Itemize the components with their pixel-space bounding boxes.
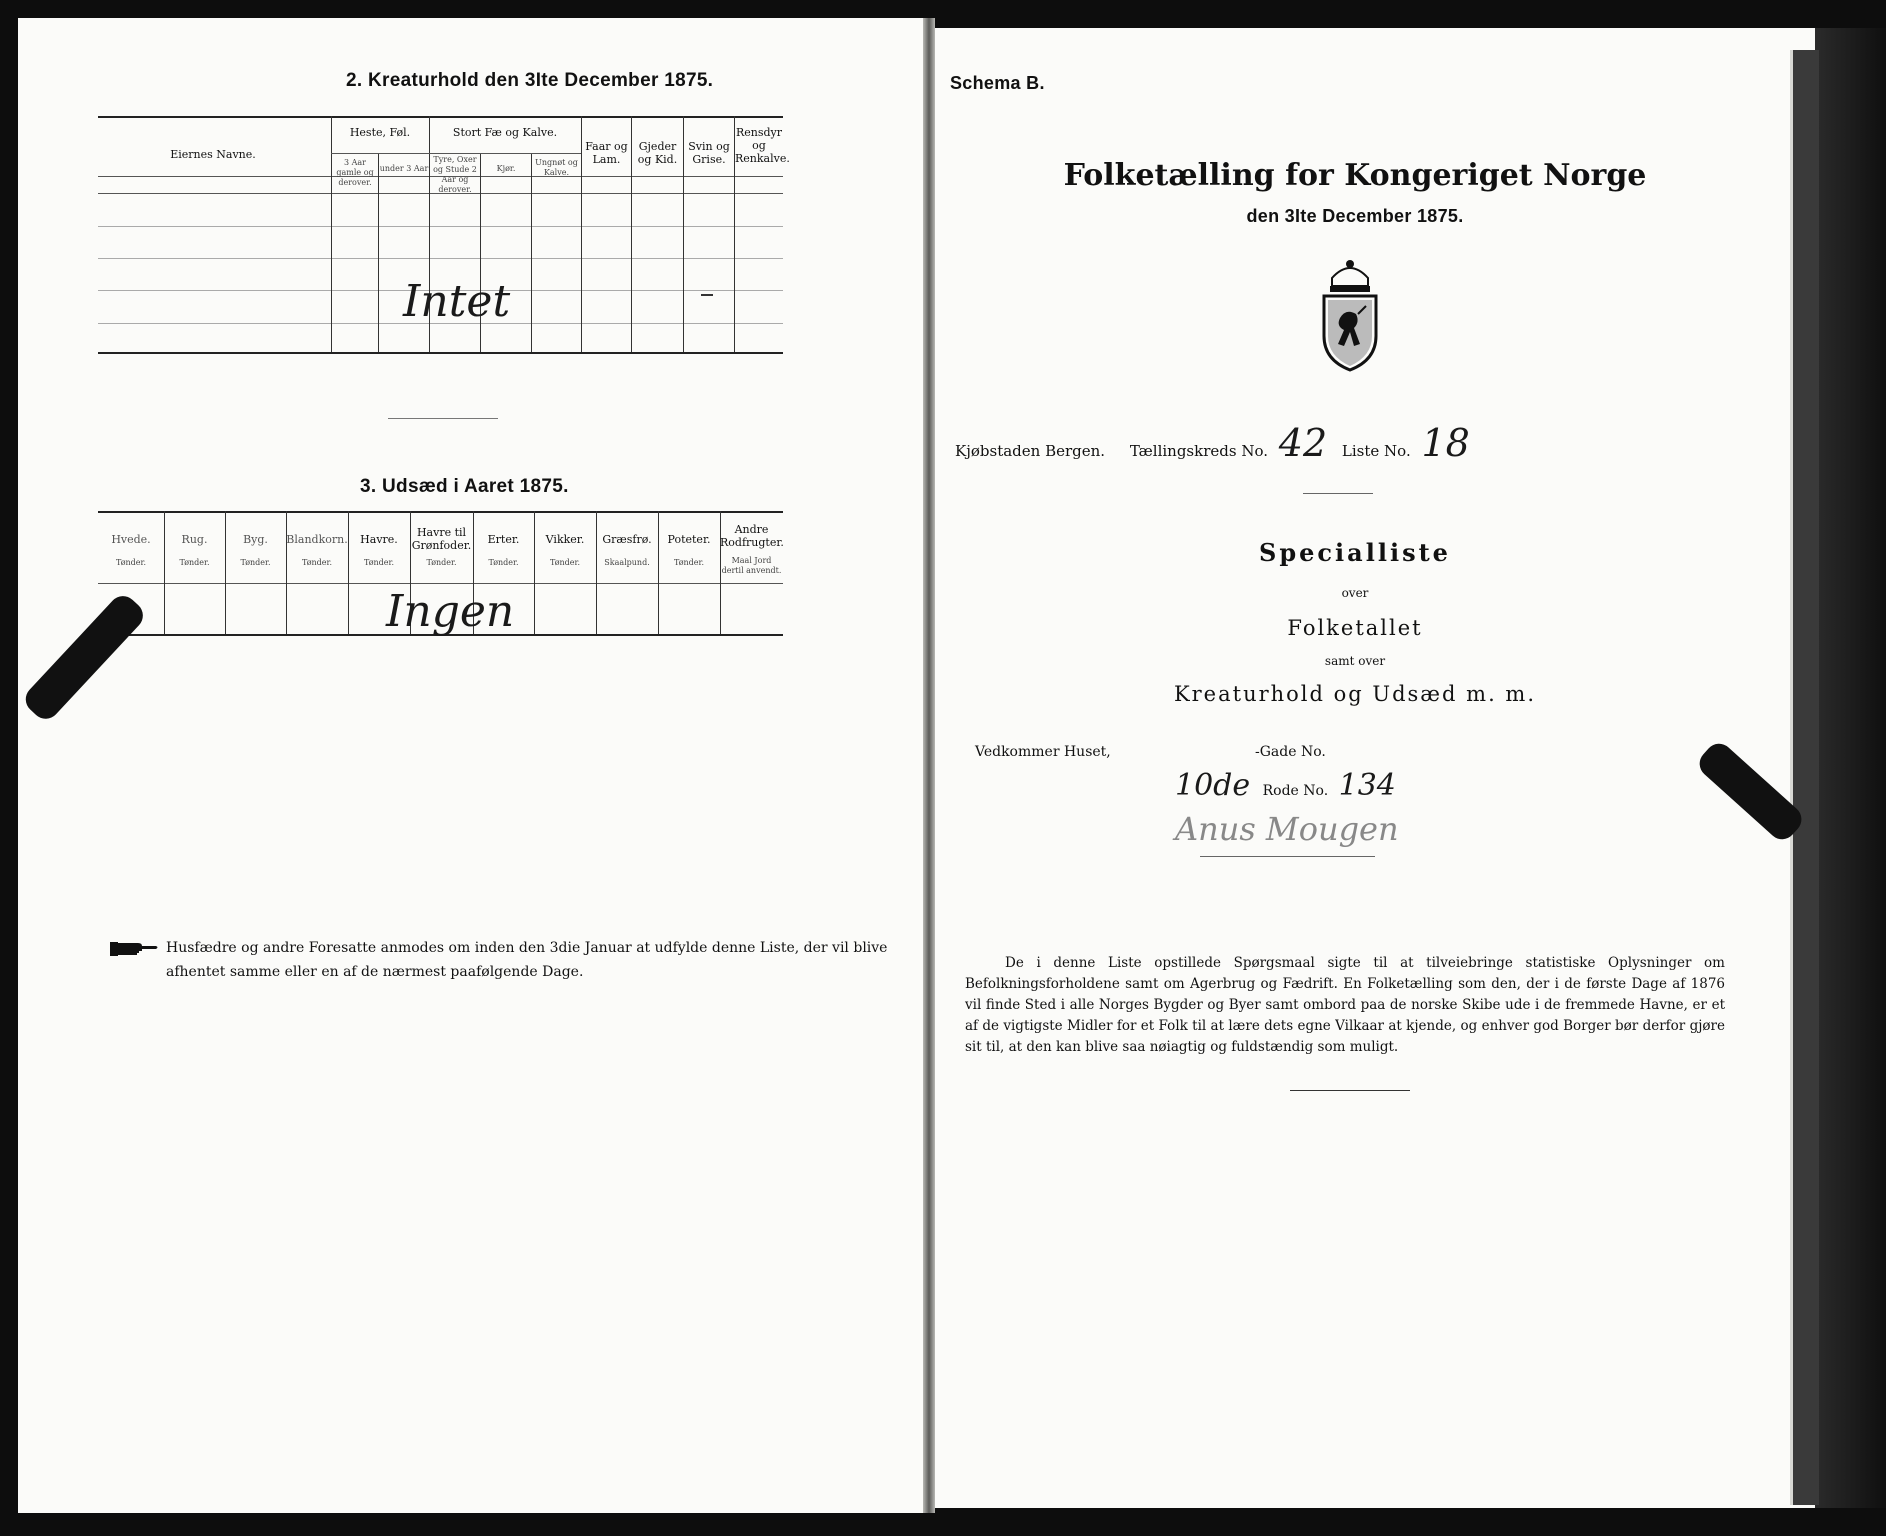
list-number: 18 [1421,421,1470,465]
col-pigs: Svin og Grise. [688,140,730,166]
left-page [18,18,923,1513]
col-byg-unit: Tønder. [240,558,271,567]
explanation-paragraph: De i denne Liste opstillede Spørgsmaal sigte til at tilveiebringe statistiske Oplysninger om Befolkningsforholdene samt om Agerbrug og Fædrift. En Folketælling som den, der i de første Dage af 1876 vil finde Sted i alle Norges Bygder og Byer samt ombord paa de norske Skibe ude i de fremmede Havne, er et af de vigtigste Midler for et Folk til at lære dets egne Vilkaar at kjende, og enhver god Borger bør derfor gjøre sit til, at den kan blive saa nøiagtig og fuldstændig som muligt. [965,955,1725,1055]
col-horses-3yr: 3 Aar gamle og derover. [336,158,374,187]
section3-title: 3. Udsæd i Aaret 1875. [360,476,569,497]
col-goats: Gjeder og Kid. [637,140,678,166]
col-cattle-bulls: Tyre, Oxer og Stude 2 Aar og derover. [433,155,477,194]
handwritten-none-sowing: Ingen [386,586,515,637]
col-cattle-young: Ungnøt og Kalve. [535,158,578,177]
col-havre: Havre. [360,533,398,546]
col-vikker-unit: Tønder. [549,558,581,567]
rode-prefix: 10de [1175,768,1251,803]
district-number: 42 [1278,421,1328,465]
folketallet-label: Folketallet [1287,616,1423,640]
col-horses-under3: under 3 Aar [379,164,429,173]
col-owner-names: Eiernes Navne. [170,148,256,161]
signature-line [1200,856,1375,857]
col-hvede: Hvede. [111,533,151,546]
col-blandkorn: Blandkorn. [286,533,348,546]
street-label: -Gade No. [1255,744,1326,760]
house-label: Vedkommer Huset, [975,744,1111,760]
scanner-background [1815,28,1886,1508]
handwritten-none-livestock: Intet [403,276,511,327]
col-erter-unit: Tønder. [488,558,519,567]
col-vikker: Vikker. [545,533,585,546]
col-andre-rodfrugter: Andre Rodfrugter. [720,523,784,549]
list-label: Liste No. [1341,442,1411,460]
col-poteter: Poteter. [667,533,711,546]
col-blandkorn-unit: Tønder. [301,558,333,567]
col-erter: Erter. [487,533,520,546]
location-line [955,421,1470,465]
notice-line-2: afhentet samme eller en af de nærmest paafølgende Dage. [166,964,584,980]
col-graesfro: Græsfrø. [602,533,652,546]
col-rug-unit: Tønder. [179,558,210,567]
rode-label: Rode No. [1262,783,1329,799]
col-rug: Rug. [181,533,208,546]
book-edge [1790,50,1819,1505]
col-poteter-unit: Tønder. [673,558,705,567]
book-gutter [923,18,935,1513]
special-list-title: Specialliste [1259,538,1451,567]
city-label: Kjøbstaden Bergen. [955,442,1106,460]
notice-line-1: Husfædre og andre Foresatte anmodes om inden den 3die Januar at udfylde denne Liste, der vil blive [166,940,888,956]
district-label: Tællingskreds No. [1129,442,1268,460]
census-title: Folketælling for Kongeriget Norge [1063,158,1647,193]
pointing-hand-icon [108,938,160,960]
col-havre-unit: Tønder. [363,558,395,567]
col-hvede-unit: Tønder. [115,558,147,567]
col-havre-gronfoder-unit: Tønder. [426,558,457,567]
divider [1303,493,1373,494]
col-reindeer: Rensdyr og Renkalve. [735,126,790,165]
col-byg: Byg. [243,533,268,546]
col-andre-rodfrugter-unit: Maal Jord dertil anvendt. [721,556,782,575]
schema-label: Schema B. [950,73,1045,93]
col-horses: Heste, Føl. [349,126,411,139]
over-label: over [1341,586,1369,600]
section2-title: 2. Kreaturhold den 3Ite December 1875. [346,70,714,91]
samt-over-label: samt over [1324,654,1386,668]
divider [388,418,498,419]
right-page [935,28,1815,1508]
col-cattle: Stort Fæ og Kalve. [452,126,558,139]
signature: Anus Mougen [1175,810,1399,848]
census-date: den 3Ite December 1875. [1246,206,1464,226]
col-sheep: Faar og Lam. [585,140,628,166]
col-cattle-cows: Kjør. [496,164,516,173]
coat-of-arms-icon [1310,256,1390,376]
divider-bottom [1290,1090,1410,1091]
dash-mark [701,294,713,296]
rode-line [1175,768,1396,803]
livestock-sowing-label: Kreaturhold og Udsæd m. m. [1173,682,1537,706]
col-havre-gronfoder: Havre til Grønfoder. [411,526,472,552]
rode-number: 134 [1338,768,1396,803]
col-graesfro-unit: Skaalpund. [604,558,650,567]
